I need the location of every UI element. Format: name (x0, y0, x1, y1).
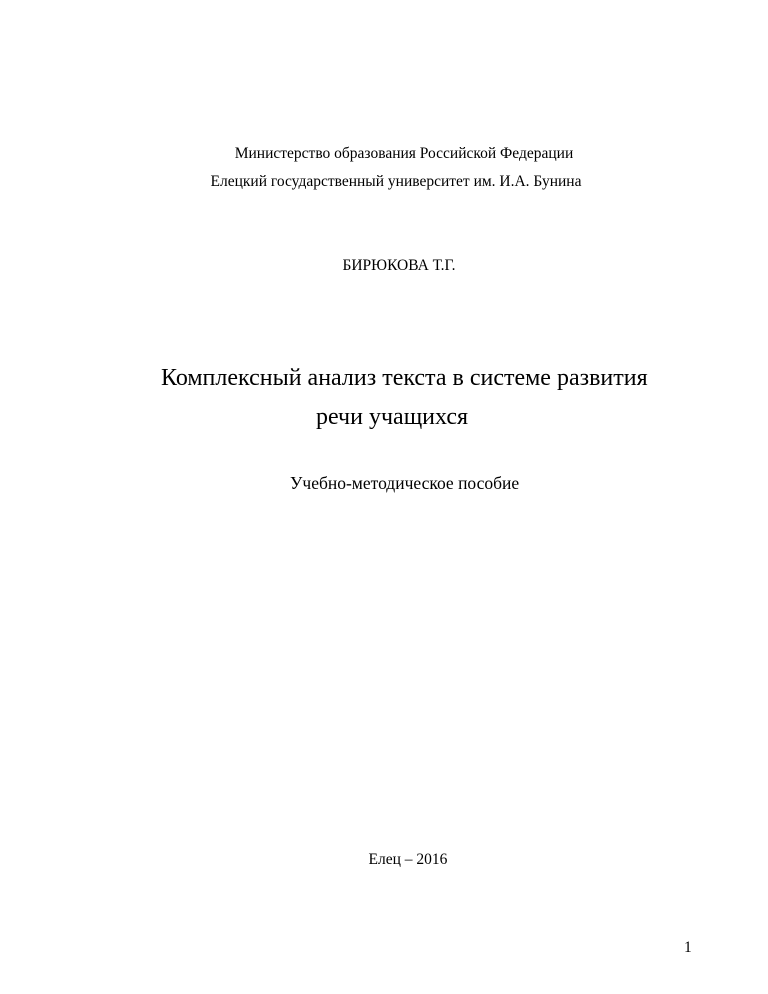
city-year: Елец – 2016 (368, 851, 448, 868)
document-title-line-1: Комплексный анализ текста в системе развития (161, 365, 648, 391)
university-name: Елецкий государственный университет им. И.А. Бунина (210, 173, 582, 190)
ministry-name: Министерство образования Российской Федерации (234, 145, 574, 162)
author-name: БИРЮКОВА Т.Г. (342, 257, 456, 274)
document-title-line-2: речи учащихся (316, 404, 469, 430)
document-subtitle: Учебно-методическое пособие (290, 473, 520, 493)
page-number: 1 (684, 939, 692, 956)
